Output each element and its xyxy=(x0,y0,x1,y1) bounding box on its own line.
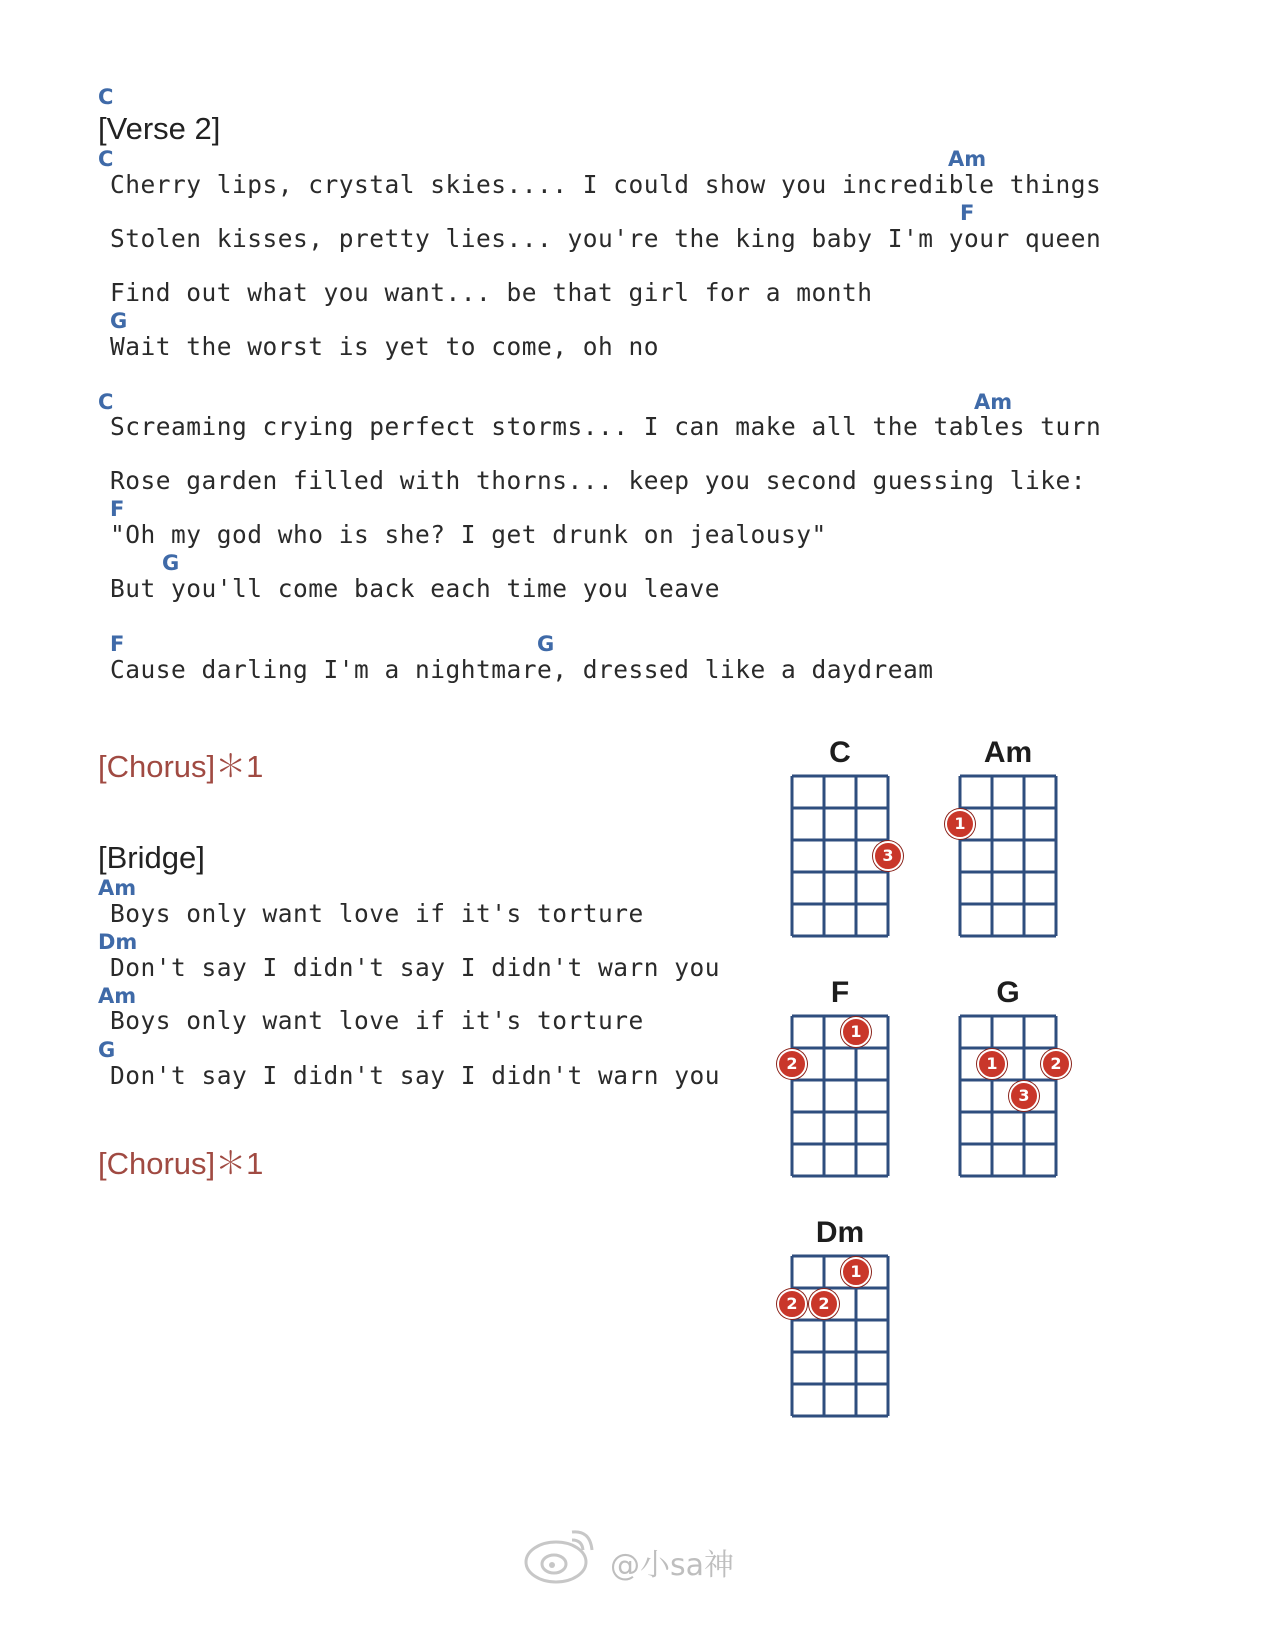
section-heading-verse2: [Verse 2] xyxy=(98,111,221,146)
lyric-line: Screaming crying perfect storms... I can make all the tables turn xyxy=(110,412,1102,441)
chord-label: G xyxy=(162,551,180,575)
finger-dot: 2 xyxy=(777,1049,807,1079)
lyric-line: But you'll come back each time you leave xyxy=(110,574,721,603)
chord-label: F xyxy=(960,201,975,225)
weibo-icon xyxy=(520,1520,600,1590)
finger-dot: 1 xyxy=(841,1017,871,1047)
chord-label: G xyxy=(110,309,128,333)
finger-dot: 1 xyxy=(841,1257,871,1287)
finger-dot: 2 xyxy=(809,1289,839,1319)
lyric-line: Don't say I didn't say I didn't warn you xyxy=(110,953,721,982)
finger-dot: 2 xyxy=(777,1289,807,1319)
chord-label: F xyxy=(110,632,125,656)
finger-dot: 3 xyxy=(873,841,903,871)
fretboard-grid xyxy=(958,1014,1058,1178)
chord-diagram-title: G xyxy=(996,976,1020,1009)
lyric-line: "Oh my god who is she? I get drunk on jealousy" xyxy=(110,520,827,549)
lyric-line: Find out what you want... be that girl for a month xyxy=(110,278,873,307)
chord-label: Am xyxy=(98,984,137,1008)
chord-diagram-title: C xyxy=(829,736,851,769)
finger-dot: 1 xyxy=(977,1049,1007,1079)
chord-label: C xyxy=(98,390,114,414)
finger-dot: 3 xyxy=(1009,1081,1039,1111)
chord-label: Am xyxy=(948,147,987,171)
chord-diagram-title: Dm xyxy=(815,1216,865,1249)
fretboard-grid xyxy=(790,1254,890,1418)
lyric-line: Cause darling I'm a nightmare, dressed like a daydream xyxy=(110,655,934,684)
chord-label: Am xyxy=(974,390,1013,414)
watermark-text: @小sa神 xyxy=(610,1548,735,1583)
chord-label: G xyxy=(537,632,555,656)
fretboard-grid xyxy=(790,1014,890,1178)
chord-diagram-title: F xyxy=(830,976,850,1009)
lyric-line: Wait the worst is yet to come, oh no xyxy=(110,332,660,361)
chord-label: Dm xyxy=(98,930,138,954)
lyric-line: Rose garden filled with thorns... keep you second guessing like: xyxy=(110,466,1087,495)
chord-label: F xyxy=(110,497,125,521)
lyric-line: Boys only want love if it's torture xyxy=(110,899,644,928)
chord-label: C xyxy=(98,85,114,109)
lyric-line: Don't say I didn't say I didn't warn you xyxy=(110,1061,721,1090)
lyric-line: Boys only want love if it's torture xyxy=(110,1006,644,1035)
fretboard-grid xyxy=(958,774,1058,938)
lyric-line: Cherry lips, crystal skies.... I could show you incredible things xyxy=(110,170,1102,199)
chord-label: G xyxy=(98,1038,116,1062)
finger-dot: 2 xyxy=(1041,1049,1071,1079)
lyric-line: Stolen kisses, pretty lies... you're the king baby I'm your queen xyxy=(110,224,1102,253)
chord-diagram-title: Am xyxy=(983,736,1033,769)
finger-dot: 1 xyxy=(945,809,975,839)
section-heading-bridge: [Bridge] xyxy=(98,840,205,875)
chord-label: C xyxy=(98,147,114,171)
watermark xyxy=(520,1520,820,1590)
section-heading-chorus: [Chorus]＊1 xyxy=(98,749,264,784)
chord-label: Am xyxy=(98,876,137,900)
section-heading-chorus: [Chorus]＊1 xyxy=(98,1146,264,1181)
